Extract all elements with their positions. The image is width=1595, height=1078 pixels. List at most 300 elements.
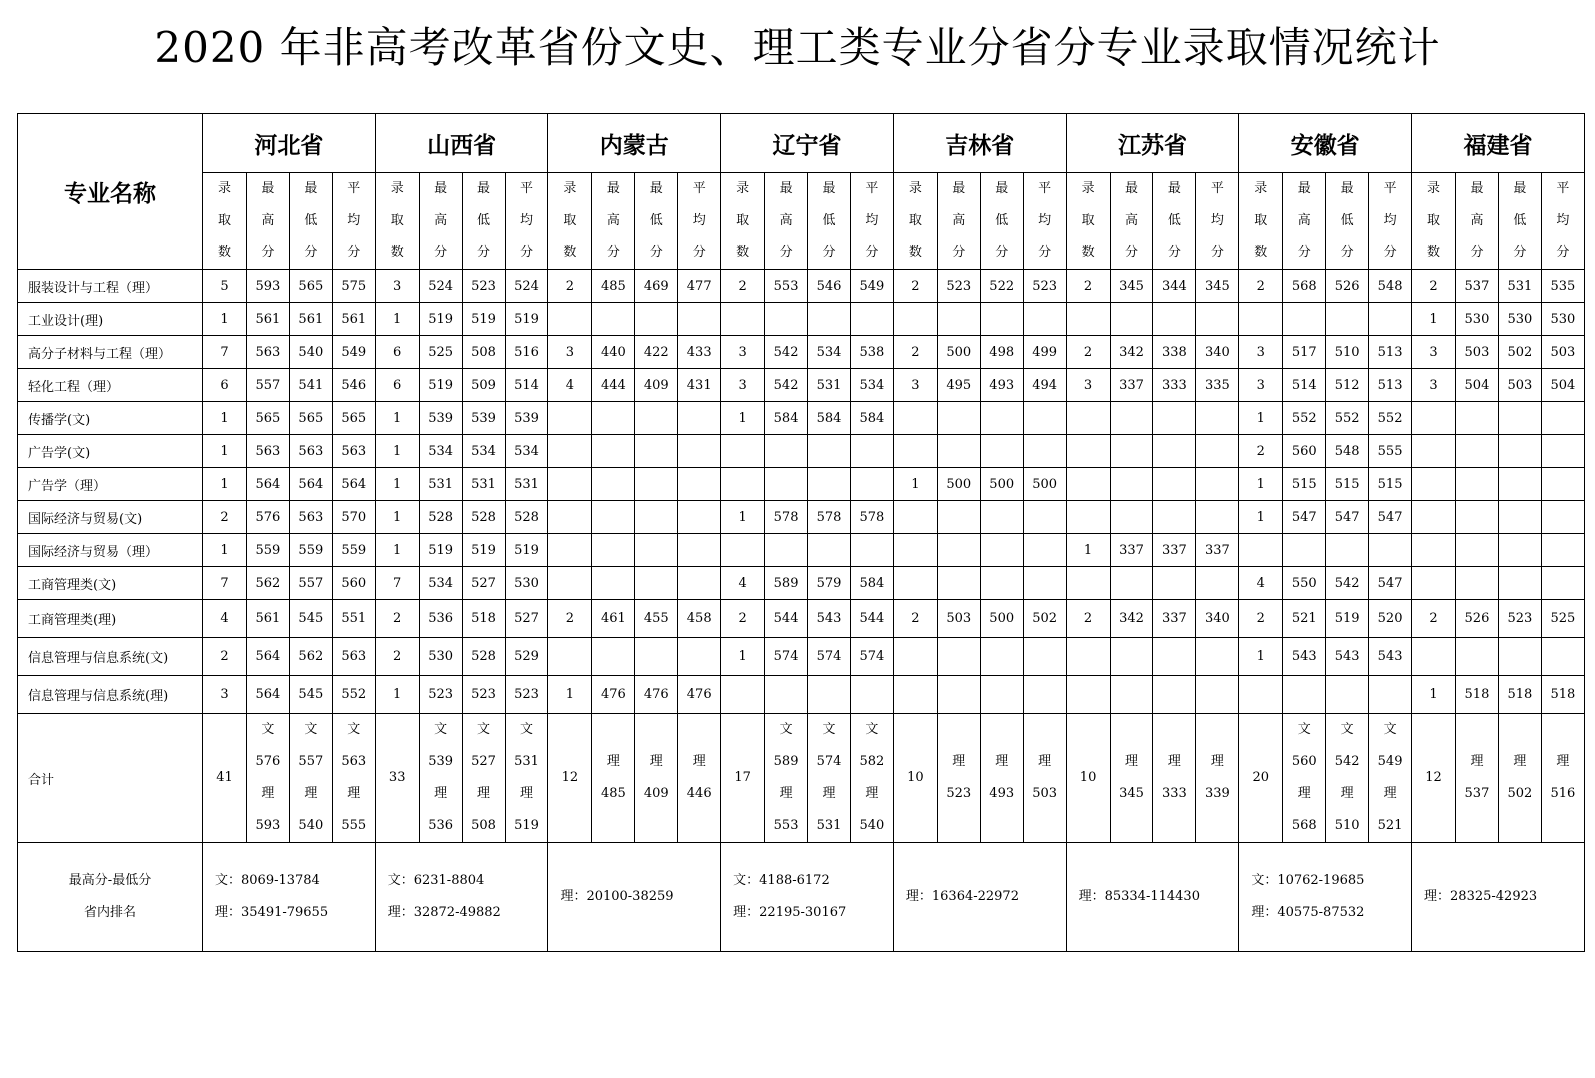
max-score: 495 xyxy=(937,369,980,402)
max-score xyxy=(1110,468,1153,501)
admitted-count-header: 录 取 数 xyxy=(375,173,419,270)
min-score: 578 xyxy=(808,501,851,534)
min-score xyxy=(1153,303,1196,336)
avg-score: 560 xyxy=(332,567,375,600)
min-score: 584 xyxy=(808,402,851,435)
avg-score xyxy=(678,435,721,468)
min-score: 534 xyxy=(462,435,505,468)
avg-score xyxy=(1541,534,1584,567)
max-score: 589 xyxy=(765,567,808,600)
min-score-header: 最 低 分 xyxy=(1153,173,1196,270)
admitted-count: 1 xyxy=(375,435,419,468)
min-score-header: 最 低 分 xyxy=(980,173,1023,270)
avg-score: 503 xyxy=(1541,336,1584,369)
max-score: 568 xyxy=(1283,270,1326,303)
avg-score: 476 xyxy=(678,676,721,714)
avg-score: 529 xyxy=(505,638,548,676)
total-avg-score: 文 531 理 519 xyxy=(505,714,548,843)
province-header: 江苏省 xyxy=(1066,114,1239,173)
min-score: 509 xyxy=(462,369,505,402)
min-score xyxy=(980,638,1023,676)
total-max-score: 文 539 理 536 xyxy=(419,714,462,843)
major-name: 传播学(文) xyxy=(18,402,203,435)
avg-score: 340 xyxy=(1196,336,1239,369)
avg-score: 584 xyxy=(850,402,893,435)
total-label: 合计 xyxy=(18,714,203,843)
admitted-count xyxy=(548,638,592,676)
min-score xyxy=(1326,303,1369,336)
avg-score xyxy=(850,468,893,501)
max-score xyxy=(592,567,635,600)
avg-score: 547 xyxy=(1369,567,1412,600)
avg-score-header: 平 均 分 xyxy=(1196,173,1239,270)
min-score: 545 xyxy=(289,600,332,638)
max-score: 543 xyxy=(1283,638,1326,676)
table-row xyxy=(18,501,1585,534)
avg-score: 535 xyxy=(1541,270,1584,303)
min-score: 508 xyxy=(462,336,505,369)
min-score: 545 xyxy=(289,676,332,714)
min-score: 563 xyxy=(289,435,332,468)
min-score: 502 xyxy=(1498,336,1541,369)
avg-score: 549 xyxy=(850,270,893,303)
province-header: 福建省 xyxy=(1412,114,1585,173)
major-name: 信息管理与信息系统(文) xyxy=(18,638,203,676)
avg-score: 477 xyxy=(678,270,721,303)
min-score xyxy=(635,501,678,534)
min-score: 422 xyxy=(635,336,678,369)
min-score: 559 xyxy=(289,534,332,567)
max-score: 514 xyxy=(1283,369,1326,402)
max-score: 544 xyxy=(765,600,808,638)
avg-score: 552 xyxy=(1369,402,1412,435)
min-score: 523 xyxy=(462,270,505,303)
min-score xyxy=(1498,468,1541,501)
max-score: 564 xyxy=(246,676,289,714)
min-score: 548 xyxy=(1326,435,1369,468)
min-score: 519 xyxy=(462,303,505,336)
min-score xyxy=(1153,676,1196,714)
admitted-count: 1 xyxy=(203,468,247,501)
min-score: 515 xyxy=(1326,468,1369,501)
max-score: 342 xyxy=(1110,600,1153,638)
max-score: 593 xyxy=(246,270,289,303)
admitted-count xyxy=(893,402,937,435)
total-avg-score: 理 339 xyxy=(1196,714,1239,843)
admitted-count xyxy=(1066,402,1110,435)
min-score: 540 xyxy=(289,336,332,369)
max-score: 559 xyxy=(246,534,289,567)
min-score xyxy=(1153,435,1196,468)
max-score xyxy=(765,534,808,567)
avg-score: 549 xyxy=(332,336,375,369)
min-score: 527 xyxy=(462,567,505,600)
avg-score: 563 xyxy=(332,435,375,468)
admitted-count: 3 xyxy=(721,336,765,369)
max-score xyxy=(592,468,635,501)
avg-score: 499 xyxy=(1023,336,1066,369)
max-score xyxy=(1283,303,1326,336)
avg-score xyxy=(1196,402,1239,435)
avg-score: 531 xyxy=(505,468,548,501)
province-rank-range: 文：10762-19685 理：40575-87532 xyxy=(1239,843,1412,952)
max-score: 564 xyxy=(246,468,289,501)
admitted-count xyxy=(548,501,592,534)
max-score: 576 xyxy=(246,501,289,534)
admitted-count xyxy=(1412,534,1456,567)
min-score: 546 xyxy=(808,270,851,303)
avg-score xyxy=(1196,435,1239,468)
admitted-count-header: 录 取 数 xyxy=(1239,173,1283,270)
admitted-count: 2 xyxy=(1239,600,1283,638)
total-min-score: 理 493 xyxy=(980,714,1023,843)
total-avg-score: 文 549 理 521 xyxy=(1369,714,1412,843)
total-admitted-count: 10 xyxy=(1066,714,1110,843)
total-avg-score: 文 582 理 540 xyxy=(850,714,893,843)
max-score: 515 xyxy=(1283,468,1326,501)
max-score: 500 xyxy=(937,336,980,369)
avg-score xyxy=(1023,402,1066,435)
table-row xyxy=(18,600,1585,638)
min-score xyxy=(980,303,1023,336)
avg-score: 538 xyxy=(850,336,893,369)
admitted-count-header: 录 取 数 xyxy=(203,173,247,270)
min-score: 542 xyxy=(1326,567,1369,600)
max-score: 531 xyxy=(419,468,462,501)
avg-score xyxy=(1541,567,1584,600)
total-min-score: 理 333 xyxy=(1153,714,1196,843)
admitted-count: 3 xyxy=(1239,369,1283,402)
total-avg-score: 理 446 xyxy=(678,714,721,843)
admitted-count: 1 xyxy=(375,303,419,336)
province-header: 山西省 xyxy=(375,114,548,173)
max-score xyxy=(592,303,635,336)
avg-score: 520 xyxy=(1369,600,1412,638)
major-name: 工商管理类(文) xyxy=(18,567,203,600)
max-score: 565 xyxy=(246,402,289,435)
max-score: 552 xyxy=(1283,402,1326,435)
min-score: 539 xyxy=(462,402,505,435)
avg-score: 530 xyxy=(505,567,548,600)
table-row xyxy=(18,369,1585,402)
major-name: 广告学(文) xyxy=(18,435,203,468)
province-rank-range: 理：28325-42923 xyxy=(1412,843,1585,952)
min-score: 528 xyxy=(462,501,505,534)
max-score: 563 xyxy=(246,336,289,369)
max-score xyxy=(1455,638,1498,676)
avg-score xyxy=(1023,676,1066,714)
max-score: 444 xyxy=(592,369,635,402)
avg-score xyxy=(1023,501,1066,534)
max-score xyxy=(1455,501,1498,534)
avg-score xyxy=(1196,567,1239,600)
min-score xyxy=(1153,468,1196,501)
admitted-count: 3 xyxy=(893,369,937,402)
avg-score xyxy=(1196,468,1239,501)
avg-score: 519 xyxy=(505,303,548,336)
avg-score: 500 xyxy=(1023,468,1066,501)
total-max-score: 理 523 xyxy=(937,714,980,843)
min-score xyxy=(980,402,1023,435)
avg-score xyxy=(678,303,721,336)
min-score: 565 xyxy=(289,402,332,435)
min-score: 565 xyxy=(289,270,332,303)
min-score: 541 xyxy=(289,369,332,402)
avg-score: 527 xyxy=(505,600,548,638)
min-score xyxy=(808,303,851,336)
max-score: 519 xyxy=(419,369,462,402)
avg-score: 458 xyxy=(678,600,721,638)
admitted-count: 1 xyxy=(1239,468,1283,501)
major-name-header: 专业名称 xyxy=(18,114,203,270)
max-score: 534 xyxy=(419,567,462,600)
avg-score: 335 xyxy=(1196,369,1239,402)
admitted-count-header: 录 取 数 xyxy=(1066,173,1110,270)
avg-score: 431 xyxy=(678,369,721,402)
admitted-count: 7 xyxy=(375,567,419,600)
max-score xyxy=(937,303,980,336)
min-score-header: 最 低 分 xyxy=(635,173,678,270)
avg-score xyxy=(1541,638,1584,676)
min-score xyxy=(1153,501,1196,534)
total-admitted-count: 33 xyxy=(375,714,419,843)
max-score: 574 xyxy=(765,638,808,676)
admitted-count xyxy=(1239,676,1283,714)
min-score-header: 最 低 分 xyxy=(1326,173,1369,270)
max-score xyxy=(937,676,980,714)
max-score-header: 最 高 分 xyxy=(1110,173,1153,270)
avg-score: 555 xyxy=(1369,435,1412,468)
max-score xyxy=(1455,534,1498,567)
min-score xyxy=(635,534,678,567)
admitted-count xyxy=(721,534,765,567)
admitted-count xyxy=(548,567,592,600)
min-score: 512 xyxy=(1326,369,1369,402)
max-score xyxy=(937,501,980,534)
avg-score xyxy=(1196,501,1239,534)
table-row xyxy=(18,303,1585,336)
min-score: 344 xyxy=(1153,270,1196,303)
max-score: 503 xyxy=(1455,336,1498,369)
admitted-count xyxy=(1066,676,1110,714)
admitted-count xyxy=(1239,534,1283,567)
admitted-count-header: 录 取 数 xyxy=(893,173,937,270)
admitted-count: 1 xyxy=(548,676,592,714)
min-score xyxy=(1498,501,1541,534)
province-header: 安徽省 xyxy=(1239,114,1412,173)
admitted-count: 2 xyxy=(1239,435,1283,468)
admitted-count xyxy=(1412,468,1456,501)
min-score: 522 xyxy=(980,270,1023,303)
max-score: 476 xyxy=(592,676,635,714)
min-score xyxy=(635,638,678,676)
min-score: 503 xyxy=(1498,369,1541,402)
avg-score: 575 xyxy=(332,270,375,303)
avg-score-header: 平 均 分 xyxy=(1541,173,1584,270)
rank-row xyxy=(18,843,1585,952)
avg-score xyxy=(850,676,893,714)
avg-score: 547 xyxy=(1369,501,1412,534)
avg-score xyxy=(678,501,721,534)
admitted-count: 2 xyxy=(893,336,937,369)
max-score xyxy=(937,435,980,468)
admitted-count: 1 xyxy=(1412,303,1456,336)
total-min-score: 文 527 理 508 xyxy=(462,714,505,843)
avg-score-header: 平 均 分 xyxy=(505,173,548,270)
min-score: 531 xyxy=(1498,270,1541,303)
avg-score: 514 xyxy=(505,369,548,402)
max-score: 557 xyxy=(246,369,289,402)
admitted-count: 1 xyxy=(375,534,419,567)
avg-score xyxy=(1196,676,1239,714)
max-score xyxy=(937,638,980,676)
total-min-score: 理 502 xyxy=(1498,714,1541,843)
table-row xyxy=(18,435,1585,468)
min-score xyxy=(635,303,678,336)
min-score xyxy=(808,435,851,468)
admitted-count: 2 xyxy=(1066,270,1110,303)
admitted-count xyxy=(1239,303,1283,336)
avg-score: 524 xyxy=(505,270,548,303)
table-row xyxy=(18,336,1585,369)
max-score xyxy=(937,402,980,435)
max-score xyxy=(1110,303,1153,336)
min-score: 530 xyxy=(1498,303,1541,336)
min-score: 543 xyxy=(808,600,851,638)
min-score: 543 xyxy=(1326,638,1369,676)
max-score: 561 xyxy=(246,303,289,336)
province-rank-range: 理：16364-22972 xyxy=(893,843,1066,952)
total-admitted-count: 20 xyxy=(1239,714,1283,843)
max-score: 537 xyxy=(1455,270,1498,303)
admitted-count: 6 xyxy=(375,369,419,402)
max-score xyxy=(1110,638,1153,676)
min-score xyxy=(1326,676,1369,714)
admitted-count: 1 xyxy=(375,501,419,534)
avg-score: 516 xyxy=(505,336,548,369)
total-min-score: 文 557 理 540 xyxy=(289,714,332,843)
admitted-count xyxy=(1412,402,1456,435)
admitted-count: 3 xyxy=(1412,336,1456,369)
avg-score: 345 xyxy=(1196,270,1239,303)
min-score: 523 xyxy=(462,676,505,714)
major-name: 服装设计与工程（理） xyxy=(18,270,203,303)
admitted-count: 2 xyxy=(375,600,419,638)
major-name: 广告学（理） xyxy=(18,468,203,501)
avg-score: 544 xyxy=(850,600,893,638)
max-score: 461 xyxy=(592,600,635,638)
max-score xyxy=(1455,402,1498,435)
max-score xyxy=(765,435,808,468)
max-score xyxy=(592,534,635,567)
avg-score-header: 平 均 分 xyxy=(1369,173,1412,270)
admitted-count xyxy=(548,435,592,468)
avg-score: 564 xyxy=(332,468,375,501)
max-score: 536 xyxy=(419,600,462,638)
max-score-header: 最 高 分 xyxy=(765,173,808,270)
admitted-count-header: 录 取 数 xyxy=(548,173,592,270)
max-score-header: 最 高 分 xyxy=(419,173,462,270)
table-row xyxy=(18,676,1585,714)
max-score xyxy=(1110,435,1153,468)
admitted-count: 1 xyxy=(1239,501,1283,534)
avg-score-header: 平 均 分 xyxy=(850,173,893,270)
avg-score: 534 xyxy=(850,369,893,402)
admitted-count xyxy=(1066,501,1110,534)
min-score: 563 xyxy=(289,501,332,534)
max-score xyxy=(765,468,808,501)
avg-score: 523 xyxy=(505,676,548,714)
min-score xyxy=(980,676,1023,714)
avg-score xyxy=(1541,501,1584,534)
max-score: 534 xyxy=(419,435,462,468)
min-score xyxy=(1498,638,1541,676)
min-score: 579 xyxy=(808,567,851,600)
table-row xyxy=(18,534,1585,567)
avg-score xyxy=(850,303,893,336)
admitted-count: 1 xyxy=(1412,676,1456,714)
min-score xyxy=(808,534,851,567)
avg-score: 515 xyxy=(1369,468,1412,501)
admitted-count: 3 xyxy=(1066,369,1110,402)
avg-score: 543 xyxy=(1369,638,1412,676)
admission-table xyxy=(17,113,1585,952)
max-score xyxy=(592,501,635,534)
min-score xyxy=(1326,534,1369,567)
admitted-count: 4 xyxy=(548,369,592,402)
avg-score: 513 xyxy=(1369,369,1412,402)
admitted-count: 1 xyxy=(721,402,765,435)
max-score: 521 xyxy=(1283,600,1326,638)
admitted-count xyxy=(721,676,765,714)
min-score xyxy=(980,501,1023,534)
admitted-count: 2 xyxy=(375,638,419,676)
min-score xyxy=(980,567,1023,600)
table-row xyxy=(18,402,1585,435)
major-name: 国际经济与贸易(文) xyxy=(18,501,203,534)
min-score: 528 xyxy=(462,638,505,676)
avg-score: 530 xyxy=(1541,303,1584,336)
admitted-count xyxy=(893,567,937,600)
admitted-count: 1 xyxy=(1066,534,1110,567)
max-score: 578 xyxy=(765,501,808,534)
avg-score: 502 xyxy=(1023,600,1066,638)
total-max-score: 理 345 xyxy=(1110,714,1153,843)
min-score-header: 最 低 分 xyxy=(289,173,332,270)
admitted-count: 2 xyxy=(1066,336,1110,369)
major-name: 国际经济与贸易（理） xyxy=(18,534,203,567)
avg-score xyxy=(1541,435,1584,468)
admitted-count: 1 xyxy=(721,501,765,534)
major-name: 高分子材料与工程（理） xyxy=(18,336,203,369)
min-score: 469 xyxy=(635,270,678,303)
admitted-count xyxy=(721,435,765,468)
avg-score: 337 xyxy=(1196,534,1239,567)
max-score: 519 xyxy=(419,303,462,336)
min-score: 519 xyxy=(1326,600,1369,638)
admitted-count: 3 xyxy=(1239,336,1283,369)
admitted-count: 3 xyxy=(375,270,419,303)
admitted-count xyxy=(548,402,592,435)
max-score: 526 xyxy=(1455,600,1498,638)
min-score: 534 xyxy=(808,336,851,369)
table-row xyxy=(18,270,1585,303)
min-score: 564 xyxy=(289,468,332,501)
min-score xyxy=(1498,534,1541,567)
avg-score: 551 xyxy=(332,600,375,638)
min-score: 552 xyxy=(1326,402,1369,435)
max-score: 518 xyxy=(1455,676,1498,714)
